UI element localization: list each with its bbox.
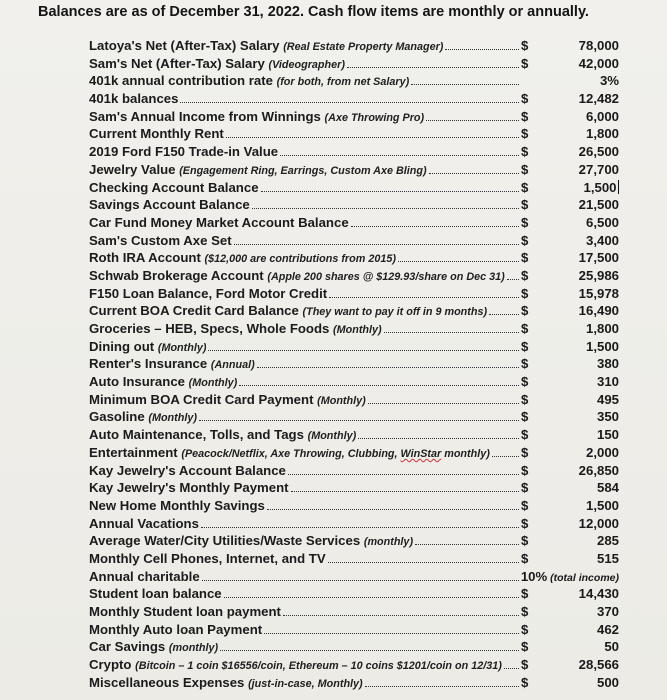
dot-leader [201, 527, 519, 528]
line-item-value: 1,500 [585, 338, 619, 354]
line-item-label: Kay Jewelry's Account Balance [89, 462, 286, 478]
line-item-value: 26,500 [578, 144, 619, 160]
line-item-label: Renter's Insurance (Annual) [89, 356, 255, 372]
currency-symbol: $ [521, 409, 529, 425]
line-item-value: 15,978 [578, 285, 619, 301]
line-item-label: Student loan balance [89, 586, 222, 602]
dot-leader [252, 208, 519, 209]
line-item-value: 370 [596, 604, 619, 619]
dot-leader [426, 120, 519, 121]
line-item-label: Latoya's Net (After-Tax) Salary (Real Estate Property Manager) [89, 38, 444, 53]
line-item-label: Current BOA Credit Card Balance (They want to pay it off in 9 months) [89, 303, 488, 319]
line-item-label: Auto Maintenance, Tolls, and Tags (Monthly) [89, 427, 357, 443]
line-item-value: 584 [596, 480, 619, 496]
line-item-value: 500 [596, 674, 619, 690]
dot-leader [180, 102, 519, 103]
line-item-label: 401k annual contribution rate (for both, from net Salary) [89, 73, 410, 89]
line-item-value: 6,000 [585, 108, 619, 124]
line-item-row [89, 196, 619, 214]
line-item-label: 2019 Ford F150 Trade-in Value [89, 144, 279, 160]
line-item-label: Annual Vacations [89, 515, 199, 531]
currency-symbol: $ [521, 674, 529, 690]
line-item-label: Savings Account Balance [89, 197, 250, 213]
line-item-row [89, 479, 619, 497]
currency-symbol: $ [521, 550, 529, 566]
currency-symbol: $ [521, 303, 529, 319]
line-item-row [89, 638, 619, 656]
line-item-note: (Monthly) [188, 377, 238, 390]
currency-symbol: $ [521, 126, 529, 142]
currency-symbol: $ [521, 444, 529, 460]
line-item-row [89, 214, 619, 232]
currency-symbol: $ [521, 338, 529, 354]
line-item-value: 1,500 [533, 179, 619, 197]
line-item-label: Monthly Student loan payment [89, 604, 281, 619]
line-item-label: Sam's Custom Axe Set [89, 232, 232, 248]
line-item-label: Monthly Auto loan Payment [89, 621, 263, 637]
dot-leader [291, 491, 519, 492]
dot-leader [199, 420, 519, 421]
dot-leader [264, 633, 519, 634]
line-item-row [89, 108, 619, 126]
line-item-row [89, 90, 619, 108]
currency-symbol: $ [521, 91, 529, 107]
currency-symbol: $ [521, 639, 529, 655]
line-item-label: Schwab Brokerage Account (Apple 200 shares @ $129.93/share on Dec 31) [89, 267, 505, 283]
line-item-row [89, 621, 619, 639]
line-item-label: Checking Account Balance [89, 179, 259, 195]
value-note: (total income) [547, 571, 619, 584]
spellcheck-underline: WinStar [400, 447, 442, 460]
line-item-label: Average Water/City Utilities/Waste Services (monthly) [89, 533, 414, 549]
line-item-row [89, 320, 619, 338]
line-item-row [89, 338, 619, 356]
currency-symbol: $ [521, 144, 529, 160]
line-item-label: Current Monthly Rent [89, 126, 224, 142]
line-item-row [89, 232, 619, 250]
line-item-value: 515 [596, 550, 619, 566]
line-item-value: 16,490 [578, 303, 619, 319]
line-item-label: Gasoline (Monthly) [89, 409, 197, 425]
line-item-value: 14,430 [578, 586, 619, 602]
dot-leader [280, 155, 519, 156]
line-item-row [89, 656, 619, 674]
line-item-row [89, 179, 619, 197]
line-item-row [89, 302, 619, 320]
dot-leader [368, 403, 519, 404]
line-item-value: 26,850 [578, 462, 619, 478]
currency-symbol: $ [521, 533, 529, 549]
dot-leader [261, 191, 519, 192]
line-item-note: (Videographer) [268, 58, 345, 71]
dot-leader [429, 173, 519, 174]
line-item-row [89, 444, 619, 462]
line-item-value: 3% [599, 73, 619, 89]
currency-symbol: $ [521, 285, 529, 301]
line-item-note: (Real Estate Property Manager) [283, 41, 444, 53]
currency-symbol: $ [521, 214, 529, 230]
page-header: Balances are as of December 31, 2022. Cash flow items are monthly or annually. [38, 4, 589, 20]
currency-symbol: $ [521, 657, 529, 673]
dot-leader [239, 385, 519, 386]
dot-leader [365, 686, 519, 687]
line-item-note: (They want to pay it off in 9 months) [302, 306, 488, 319]
line-item-label: Jewelry Value (Engagement Ring, Earrings, Custom Axe Bling) [89, 161, 427, 177]
line-item-value: 42,000 [578, 55, 619, 71]
line-item-label: Roth IRA Account ($12,000 are contributions from 2015) [89, 250, 396, 266]
currency-symbol: $ [521, 267, 529, 283]
line-item-label: Dining out (Monthly) [89, 338, 207, 354]
line-item-label: Crypto (Bitcoin – 1 coin $16556/coin, Ethereum – 10 coins $1201/coin on 12/31) [89, 657, 502, 673]
line-item-row [89, 125, 619, 143]
line-item-row [89, 72, 619, 90]
line-item-row [89, 355, 619, 373]
line-item-row [89, 285, 619, 303]
dot-leader [267, 509, 519, 510]
line-item-value: 25,986 [578, 267, 619, 283]
line-item-row [89, 37, 619, 55]
currency-symbol: $ [521, 374, 529, 390]
dot-leader [234, 244, 519, 245]
line-item-value: 285 [596, 533, 619, 549]
line-item-label: 401k balances [89, 91, 179, 107]
line-item-row [89, 568, 619, 586]
line-item-row [89, 497, 619, 515]
text-cursor [618, 180, 620, 194]
dot-leader [220, 650, 519, 651]
line-item-row [89, 373, 619, 391]
line-item-value: 495 [596, 391, 619, 407]
currency-symbol: $ [521, 250, 529, 266]
line-item-note: (Apple 200 shares @ $129.93/share on Dec 31) [267, 270, 505, 283]
line-item-row [89, 603, 619, 621]
line-item-note: (Monthly) [157, 341, 207, 354]
line-item-label: Entertainment (Peacock/Netflix, Axe Throwing, Clubbing, WinStar monthly) [89, 444, 490, 460]
currency-symbol: $ [521, 621, 529, 637]
dot-leader [283, 615, 519, 616]
dot-leader [507, 279, 519, 280]
line-item-note: (Monthly) [333, 324, 382, 336]
dot-leader [492, 456, 519, 457]
line-item-note: (Peacock/Netflix, Axe Throwing, Clubbing, WinStar monthly) [181, 447, 490, 460]
line-item-row [89, 391, 619, 409]
line-item-note: (Annual) [210, 359, 255, 372]
line-item-row [89, 426, 619, 444]
line-item-value: 6,500 [585, 214, 619, 230]
line-item-row [89, 143, 619, 161]
currency-symbol: $ [521, 356, 529, 372]
line-item-label: New Home Monthly Savings [89, 497, 265, 513]
dot-leader [208, 350, 519, 351]
dot-leader [398, 261, 519, 262]
line-item-note: (just-in-case, Monthly) [248, 677, 363, 690]
dot-leader [288, 474, 519, 475]
line-item-note: (Monthly) [307, 430, 357, 443]
line-item-note: (monthly) [363, 536, 414, 549]
line-item-value: 27,700 [578, 161, 619, 177]
line-item-row [89, 249, 619, 267]
currency-symbol: $ [521, 179, 529, 195]
line-item-value: 150 [596, 427, 619, 443]
line-item-value: 12,000 [578, 515, 619, 531]
line-item-label: Minimum BOA Credit Card Payment (Monthly) [89, 391, 366, 407]
line-item-value: 1,500 [585, 497, 619, 513]
line-item-row [89, 462, 619, 480]
financial-items-list [89, 37, 619, 691]
dot-leader [226, 137, 519, 138]
line-item-value: 2,000 [585, 444, 619, 460]
currency-symbol: $ [521, 321, 529, 336]
line-item-row [89, 408, 619, 426]
line-item-label: Car Savings (monthly) [89, 639, 219, 655]
line-item-value: 10% (total income) [520, 568, 619, 584]
line-item-value: 28,566 [578, 657, 619, 673]
dot-leader [224, 597, 519, 598]
line-item-note: (Monthly) [148, 412, 197, 425]
line-item-note: (Bitcoin – 1 coin $16556/coin, Ethereum – 10 coins $1201/coin on 12/31) [135, 660, 502, 673]
dot-leader [329, 297, 519, 298]
dot-leader [257, 367, 519, 368]
dot-leader [445, 49, 519, 50]
line-item-value: 310 [596, 374, 619, 390]
dot-leader [358, 438, 519, 439]
line-item-note: (Engagement Ring, Earrings, Custom Axe Bling) [179, 164, 427, 177]
line-item-row [89, 532, 619, 550]
line-item-row [89, 267, 619, 285]
line-item-label: Annual charitable [89, 568, 200, 584]
currency-symbol: $ [521, 586, 529, 602]
line-item-value: 12,482 [578, 91, 619, 107]
currency-symbol: $ [521, 462, 529, 478]
currency-symbol: $ [521, 427, 529, 443]
line-item-row [89, 674, 619, 692]
line-item-value: 350 [596, 409, 619, 425]
dot-leader [415, 544, 519, 545]
line-item-value: 1,800 [585, 321, 619, 336]
line-item-value: 1,800 [585, 126, 619, 142]
currency-symbol: $ [521, 604, 529, 619]
currency-symbol: $ [521, 161, 529, 177]
currency-symbol: $ [521, 480, 529, 496]
line-item-row [89, 515, 619, 533]
line-item-value: 21,500 [578, 197, 619, 213]
line-item-note: (Monthly) [317, 394, 366, 407]
dot-leader [202, 580, 519, 581]
dot-leader [384, 332, 519, 333]
line-item-label: F150 Loan Balance, Ford Motor Credit [89, 285, 328, 301]
currency-symbol: $ [521, 38, 529, 53]
dot-leader [328, 562, 519, 563]
dot-leader [411, 84, 519, 85]
line-item-label: Miscellaneous Expenses (just-in-case, Monthly) [89, 674, 363, 690]
dot-leader [351, 226, 519, 227]
line-item-label: Groceries – HEB, Specs, Whole Foods (Monthly) [89, 321, 382, 336]
line-item-value: 462 [596, 621, 619, 637]
currency-symbol: $ [521, 391, 529, 407]
line-item-label: Monthly Cell Phones, Internet, and TV [89, 550, 326, 566]
line-item-value: 50 [604, 639, 619, 655]
line-item-value: 380 [596, 356, 619, 372]
line-item-row [89, 550, 619, 568]
line-item-note: (for both, from net Salary) [276, 76, 410, 89]
currency-symbol: $ [521, 197, 529, 213]
line-item-note: (Axe Throwing Pro) [324, 111, 425, 124]
line-item-row [89, 585, 619, 603]
currency-symbol: $ [521, 515, 529, 531]
line-item-note: ($12,000 are contributions from 2015) [204, 253, 396, 266]
line-item-label: Car Fund Money Market Account Balance [89, 214, 349, 230]
dot-leader [504, 668, 519, 669]
line-item-value: 17,500 [578, 250, 619, 266]
line-item-label: Sam's Annual Income from Winnings (Axe Throwing Pro) [89, 108, 425, 124]
currency-symbol: $ [521, 232, 529, 248]
line-item-note: (monthly) [168, 642, 219, 655]
line-item-value: 3,400 [585, 232, 619, 248]
line-item-row [89, 55, 619, 73]
currency-symbol: $ [521, 55, 529, 71]
currency-symbol: $ [521, 108, 529, 124]
line-item-label: Kay Jewelry's Monthly Payment [89, 480, 289, 496]
line-item-label: Auto Insurance (Monthly) [89, 374, 238, 390]
line-item-row [89, 161, 619, 179]
line-item-value: 78,000 [578, 38, 619, 53]
currency-symbol: $ [521, 497, 529, 513]
line-item-label: Sam's Net (After-Tax) Salary (Videographer) [89, 55, 345, 71]
dot-leader [489, 314, 519, 315]
dot-leader [347, 67, 519, 68]
